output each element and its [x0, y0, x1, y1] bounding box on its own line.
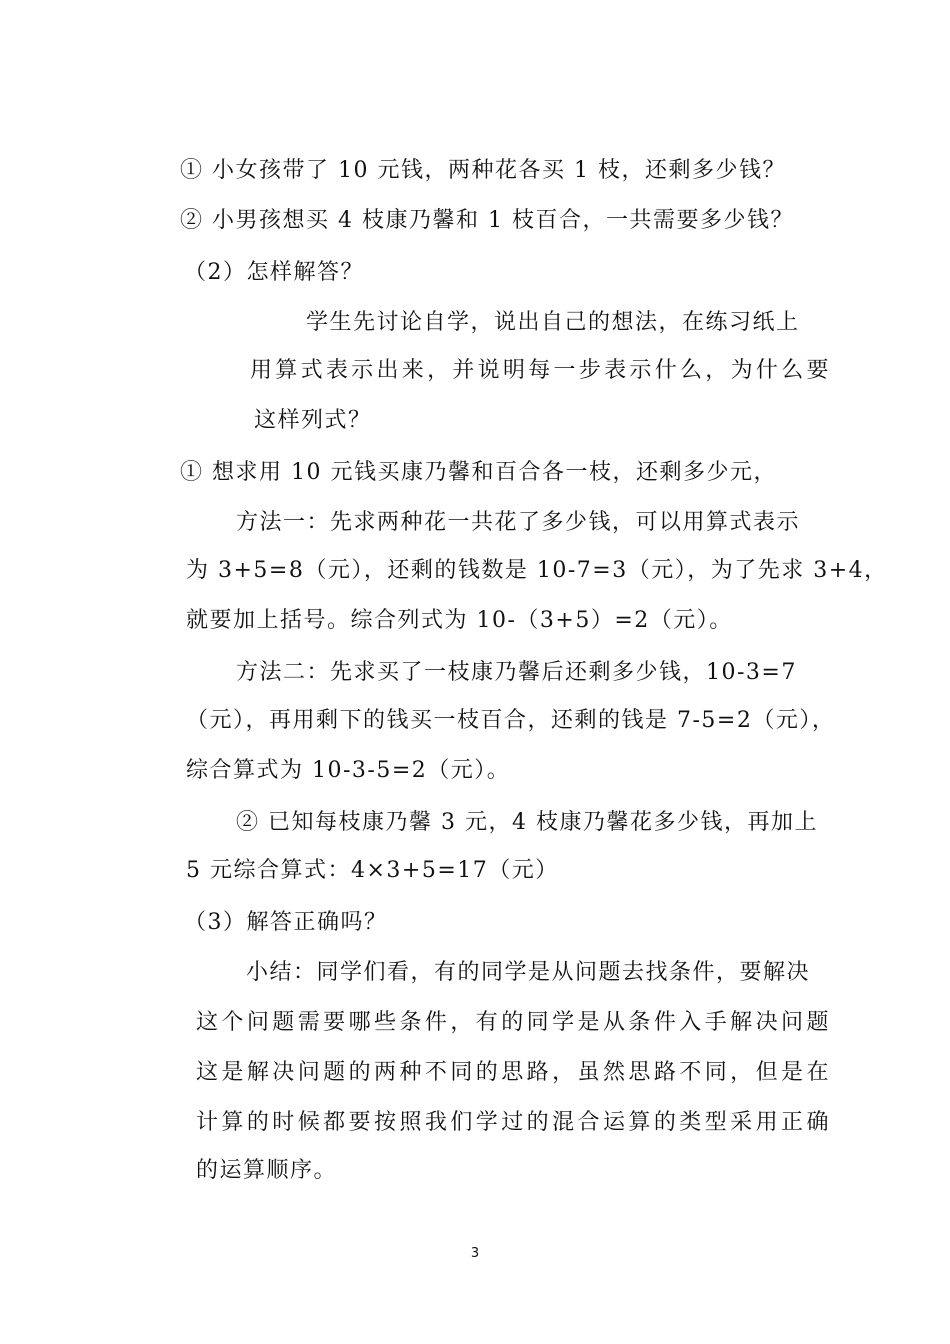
summary-line-3: 这是解决问题的两种不同的思路，虽然思路不同，但是在	[196, 1060, 830, 1085]
section-2-heading: （2）怎样解答？	[184, 260, 364, 285]
section-3-heading: （3）解答正确吗？	[184, 910, 388, 935]
summary-line-2: 这个问题需要哪些条件，有的同学是从条件入手解决问题	[196, 1010, 830, 1035]
solution-2-line-2: 5 元综合算式：4×3+5=17（元）	[186, 858, 559, 883]
summary-line-5: 的运算顺序。	[196, 1158, 338, 1183]
solution-2-line-1: ② 已知每枝康乃馨 3 元，4 枝康乃馨花多少钱，再加上	[236, 810, 818, 835]
instruction-line-1: 学生先讨论自学，说出自己的想法，在练习纸上	[306, 310, 800, 335]
method-2-line-1: 方法二：先求买了一枝康乃馨后还剩多少钱，10-3=7	[236, 660, 797, 685]
instruction-line-3: 这样列式？	[254, 408, 372, 433]
method-2-line-2: （元），再用剩下的钱买一枝百合，还剩的钱是 7-5=2（元），	[186, 708, 836, 733]
solution-1-intro: ① 想求用 10 元钱买康乃馨和百合各一枝，还剩多少元，	[180, 460, 777, 485]
question-1-line: ① 小女孩带了 10 元钱，两种花各买 1 枝，还剩多少钱？	[180, 158, 786, 183]
method-1-line-2: 为 3+5=8（元），还剩的钱数是 10-7=3（元），为了先求 3+4，	[186, 558, 888, 583]
method-1-line-1: 方法一：先求两种花一共花了多少钱，可以用算式表示	[236, 510, 801, 535]
method-1-line-3: 就要加上括号。综合列式为 10-（3+5）=2（元）。	[186, 608, 733, 633]
method-2-line-3: 综合算式为 10-3-5=2（元）。	[186, 758, 511, 783]
page-number: 3	[470, 1246, 480, 1261]
summary-line-4: 计算的时候都要按照我们学过的混合运算的类型采用正确	[196, 1110, 830, 1135]
question-2-line: ② 小男孩想买 4 枝康乃馨和 1 枝百合，一共需要多少钱？	[180, 208, 794, 233]
summary-line-1: 小结：同学们看，有的同学是从问题去找条件，要解决	[246, 960, 811, 985]
instruction-line-2: 用算式表示出来，并说明每一步表示什么，为什么要	[250, 358, 830, 383]
